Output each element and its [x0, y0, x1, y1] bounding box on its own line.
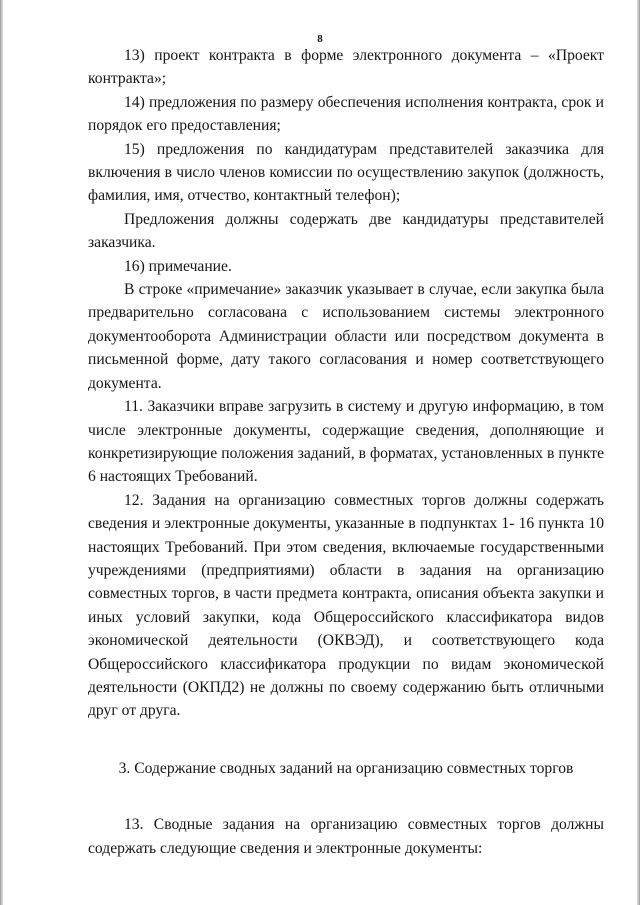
paragraph-note-explanation: В строке «примечание» заказчик указывает в случае, если закупка была предварительно согласована с использованием системы электронного документооборота Администрации области или посредством документа в письменной форме, дату такого согласования и номер соответствующего документа.: [88, 281, 604, 392]
paragraph-two-candidates: Предложения должны содержать две кандидатуры представителей заказчика.: [88, 210, 604, 252]
scan-left-edge: [0, 0, 3, 905]
paragraph-item-15-commission-candidates: 15) предложения по кандидатурам представителей заказчика для включения в число членов комиссии по осуществлению закупок (должность, фамилия, имя, отчество, контактный телефон);: [88, 140, 604, 205]
document-body: [88, 44, 604, 860]
paragraph-clause-11: 11. Заказчики вправе загрузить в систему и другую информацию, в том числе электронные документы, содержащие сведения, дополняющие и конкретизирующие положения заданий, в форматах, установленных в пункте 6 настоящих Требований.: [88, 398, 604, 486]
page-number: 8: [317, 33, 323, 45]
paragraph-item-13-contract-draft: 13) проект контракта в форме электронного документа – «Проект контракта»;: [88, 47, 604, 88]
paragraph-item-14-contract-security: 14) предложения по размеру обеспечения исполнения контракта, срок и порядок его предоставления;: [88, 93, 604, 135]
section-heading: 3. Содержание сводных заданий на организацию совместных торгов: [118, 759, 574, 777]
paragraph-item-16-note: 16) примечание.: [124, 257, 232, 275]
paragraph-clause-12: 12. Задания на организацию совместных торгов должны содержать сведения и электронные документы, указанные в подпунктах 1- 16 пункта 10 настоящих Требований. При этом сведения, включаемые государственными учреждениями (предприятиями) области в задания на организацию совместных торгов, в части предмета контракта, описания объекта закупки и иных условий закупки, кода Общероссийского классификатора видов экономической деятельности (ОКВЭД), и соответствующего кода Общероссийского классификатора продукции по видам экономической деятельности (ОКПД2) не должны по своему содержанию быть отличными друг от друга.: [88, 491, 604, 720]
paragraph-clause-13: 13. Сводные задания на организацию совместных торгов должны содержать следующие сведения и электронные документы:: [88, 816, 604, 857]
